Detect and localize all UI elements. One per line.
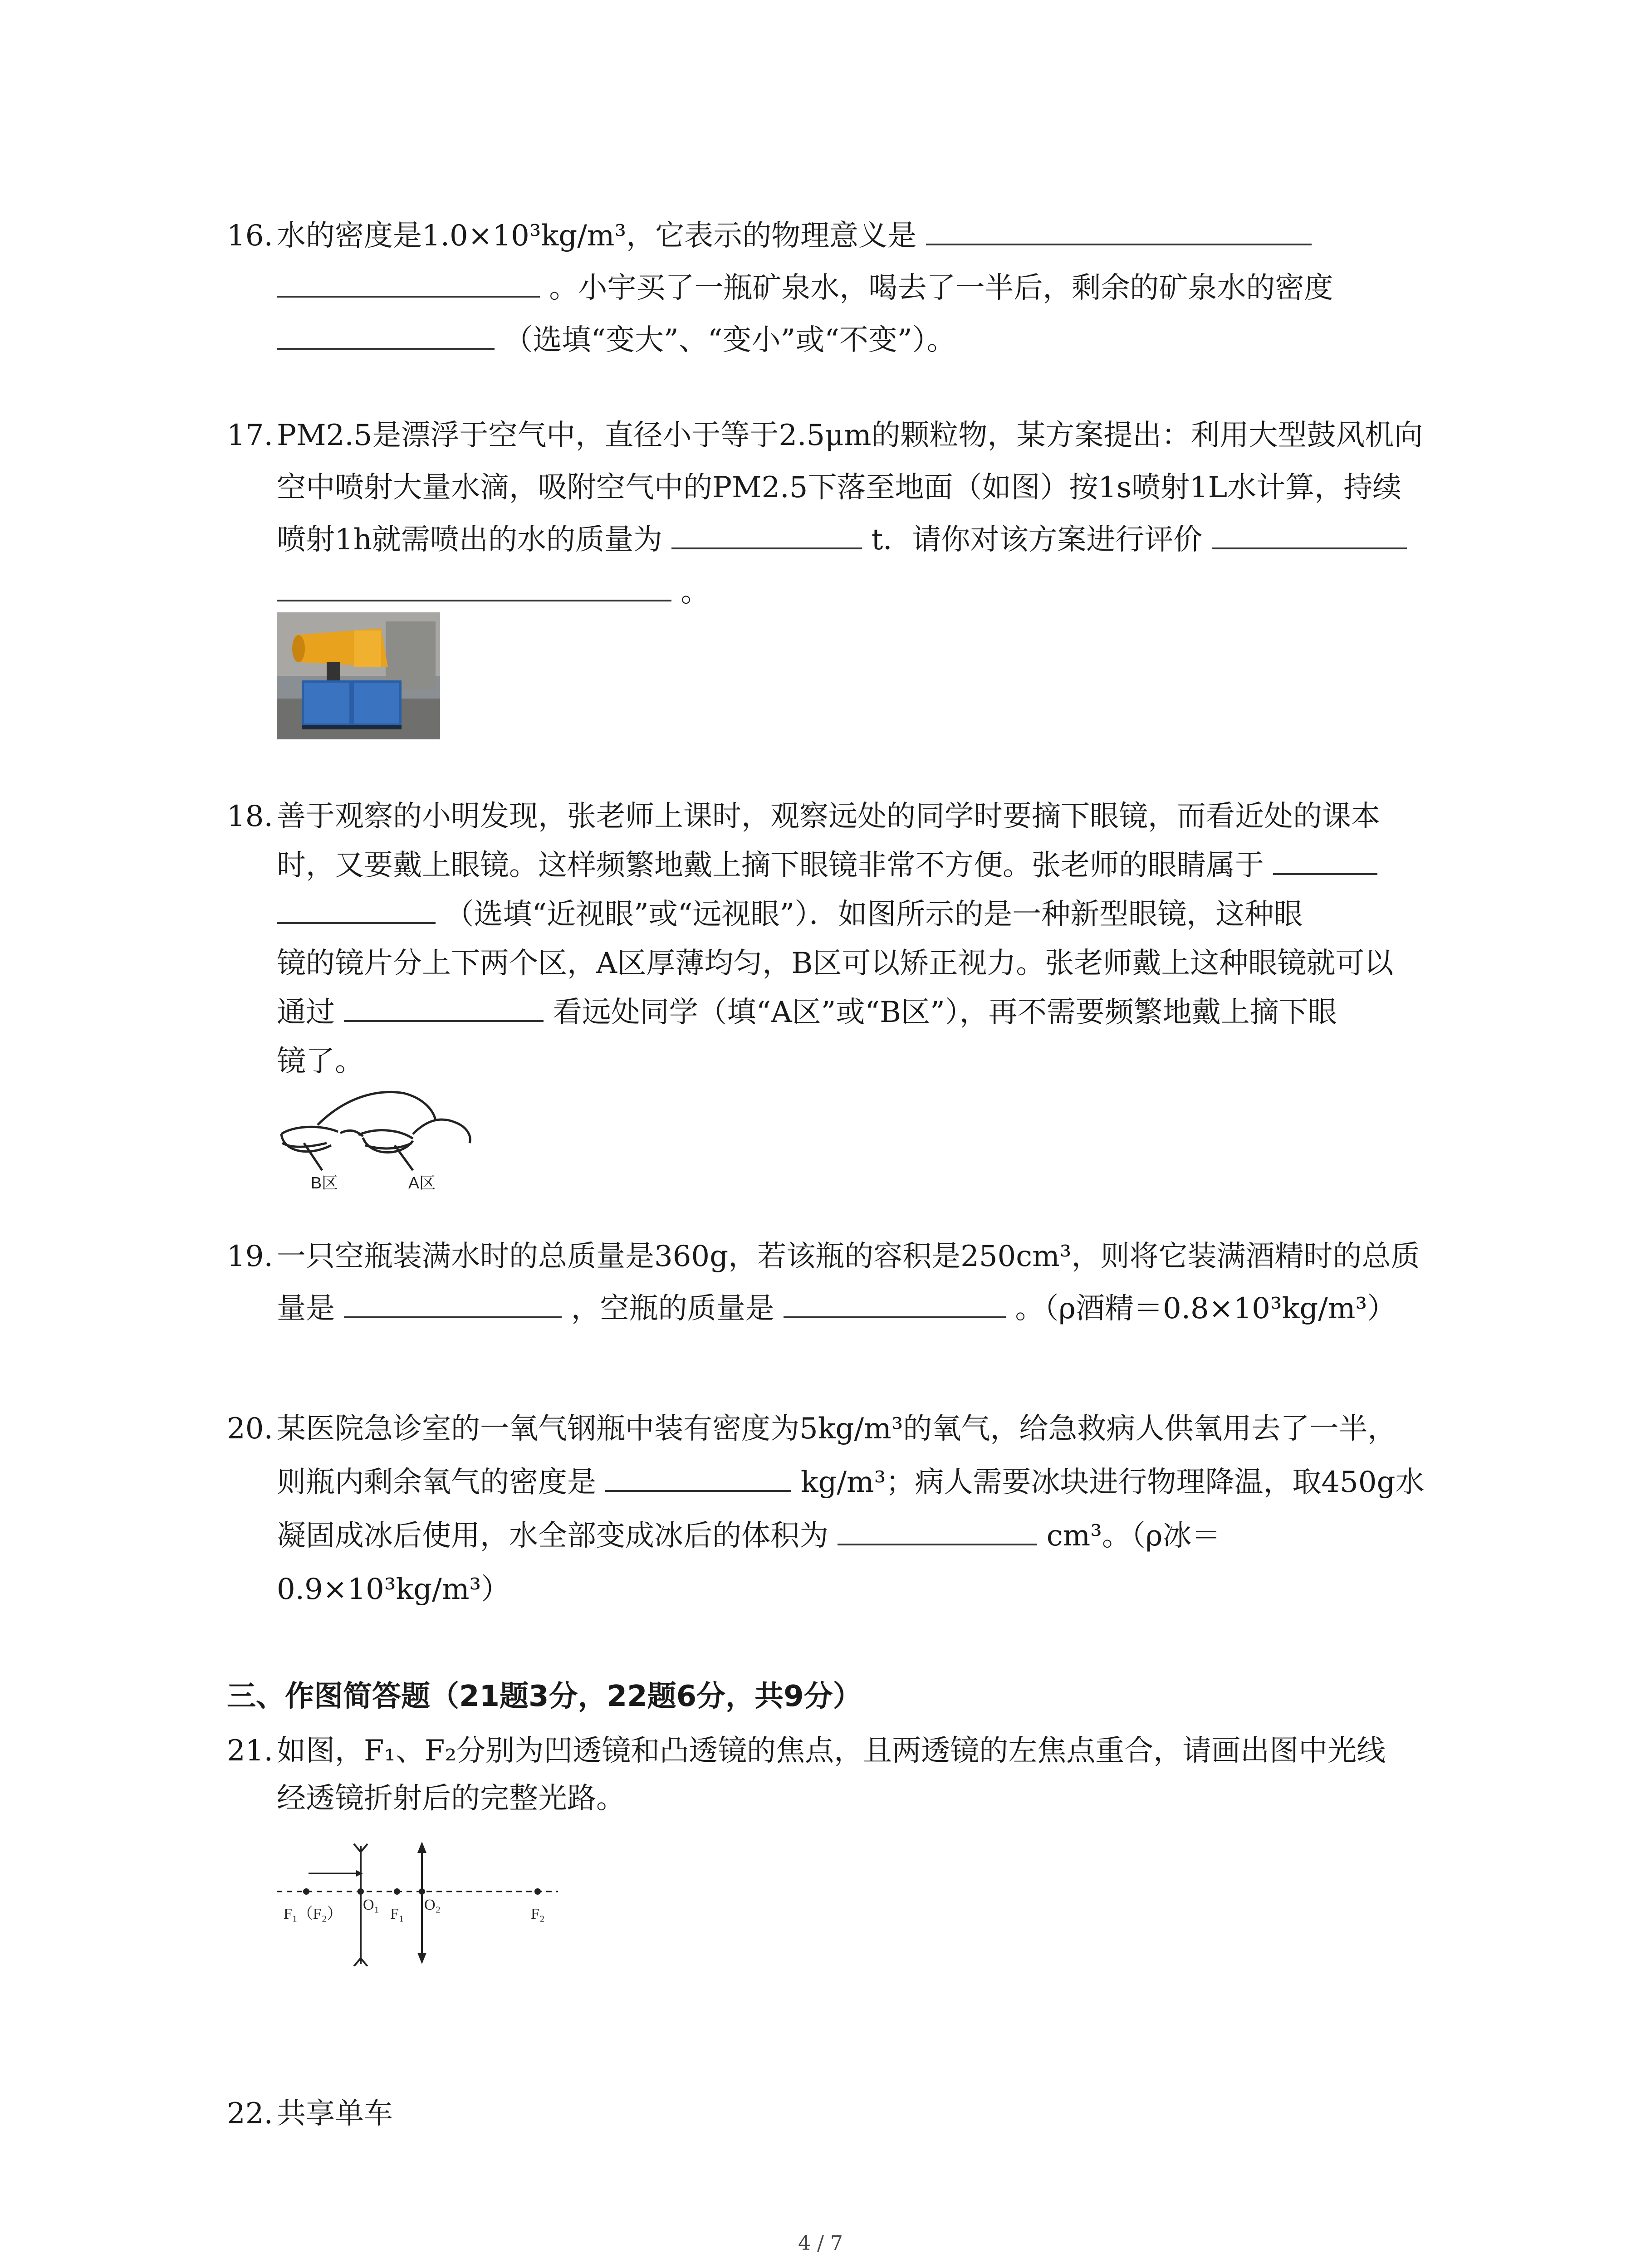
question-number: 20. bbox=[227, 1412, 273, 1446]
question-text: 经透镜折射后的完整光路。 bbox=[277, 1782, 625, 1815]
label-o1: O₁ bbox=[363, 1897, 380, 1913]
question-number: 19. bbox=[227, 1240, 273, 1273]
section-3-title: 三、作图简答题（21题3分，22题6分，共9分） bbox=[227, 1680, 862, 1713]
question-text: 水的密度是1.0×10³kg/m³，它表示的物理意义是 bbox=[277, 219, 917, 253]
label-f1-f2: F₁（F₂） bbox=[284, 1906, 343, 1922]
bifocal-glasses-diagram bbox=[277, 1080, 481, 1193]
question-text: cm³。（ρ冰＝ bbox=[1046, 1519, 1221, 1553]
question-number: 18. bbox=[227, 800, 273, 833]
answer-blank[interactable] bbox=[344, 1313, 562, 1318]
answer-blank[interactable] bbox=[838, 1540, 1037, 1545]
question-text: 量是 bbox=[277, 1292, 335, 1325]
label-f2: F₂ bbox=[531, 1906, 545, 1922]
question-number: 21. bbox=[227, 1734, 273, 1768]
question-text: ，空瓶的质量是 bbox=[571, 1292, 774, 1325]
question-text: 。小宇买了一瓶矿泉水，喝去了一半后，剩余的矿泉水的密度 bbox=[549, 271, 1333, 305]
label-a-zone: A区 bbox=[408, 1173, 436, 1192]
question-text: 。（ρ酒精＝0.8×10³kg/m³） bbox=[1015, 1292, 1396, 1325]
answer-blank[interactable] bbox=[605, 1486, 791, 1492]
answer-blank[interactable] bbox=[926, 240, 1312, 245]
question-text: 凝固成冰后使用，水全部变成冰后的体积为 bbox=[277, 1519, 828, 1553]
question-text: 善于观察的小明发现，张老师上课时，观察远处的同学时要摘下眼镜，而看近处的课本 bbox=[277, 800, 1380, 833]
question-text: 则瓶内剩余氧气的密度是 bbox=[277, 1466, 596, 1499]
question-text: 看远处同学（填“A区”或“B区”），再不需要频繁地戴上摘下眼 bbox=[553, 996, 1337, 1029]
question-text: 通过 bbox=[277, 996, 335, 1029]
question-text: （选填“近视眼”或“远视眼”）．如图所示的是一种新型眼镜，这种眼 bbox=[445, 898, 1303, 931]
answer-blank[interactable] bbox=[277, 292, 540, 298]
question-text: 空中喷射大量水滴，吸附空气中的PM2.5下落至地面（如图）按1s喷射1L水计算，持续 bbox=[277, 471, 1402, 504]
question-text: 镜的镜片分上下两个区，A区厚薄均匀，B区可以矫正视力。张老师戴上这种眼镜就可以 bbox=[277, 947, 1394, 980]
label-o2: O₂ bbox=[424, 1897, 441, 1913]
page-number: 4 / 7 bbox=[798, 2232, 843, 2255]
question-number: 16. bbox=[227, 219, 273, 253]
answer-blank[interactable] bbox=[1273, 870, 1377, 875]
question-number: 17. bbox=[227, 419, 273, 452]
question-text: 如图，F₁、F₂分别为凹透镜和凸透镜的焦点，且两透镜的左焦点重合，请画出图中光线 bbox=[277, 1734, 1386, 1768]
question-text: t．请你对该方案进行评价 bbox=[871, 523, 1203, 557]
answer-blank[interactable] bbox=[277, 919, 436, 924]
question-text: PM2.5是漂浮于空气中，直径小于等于2.5μm的颗粒物，某方案提出：利用大型鼓风机向 bbox=[277, 419, 1423, 452]
answer-blank[interactable] bbox=[784, 1313, 1006, 1318]
lens-ray-diagram bbox=[277, 1830, 603, 1966]
answer-blank[interactable] bbox=[1212, 544, 1407, 549]
blower-machine-photo bbox=[277, 612, 440, 739]
answer-blank[interactable] bbox=[277, 344, 495, 350]
answer-blank[interactable] bbox=[671, 544, 862, 549]
question-text: 。 bbox=[681, 575, 710, 609]
question-text: kg/m³；病人需要冰块进行物理降温，取450g水 bbox=[800, 1466, 1425, 1499]
question-number: 22. bbox=[227, 2097, 273, 2131]
question-text: 一只空瓶装满水时的总质量是360g，若该瓶的容积是250cm³，则将它装满酒精时的总质 bbox=[277, 1240, 1420, 1273]
question-text: 时，又要戴上眼镜。这样频繁地戴上摘下眼镜非常不方便。张老师的眼睛属于 bbox=[277, 849, 1264, 882]
question-text: （选填“变大”、“变小”或“不变”）。 bbox=[504, 323, 956, 357]
label-f1: F₁ bbox=[390, 1906, 404, 1922]
question-text: 共享单车 bbox=[277, 2097, 393, 2131]
question-text: 0.9×10³kg/m³） bbox=[277, 1573, 510, 1606]
question-text: 某医院急诊室的一氧气钢瓶中装有密度为5kg/m³的氧气，给急救病人供氧用去了一半， bbox=[277, 1412, 1397, 1446]
question-text: 喷射1h就需喷出的水的质量为 bbox=[277, 523, 662, 557]
answer-blank[interactable] bbox=[344, 1017, 544, 1022]
question-text: 镜了。 bbox=[277, 1045, 364, 1078]
answer-blank[interactable] bbox=[277, 596, 671, 601]
label-b-zone: B区 bbox=[311, 1173, 338, 1192]
